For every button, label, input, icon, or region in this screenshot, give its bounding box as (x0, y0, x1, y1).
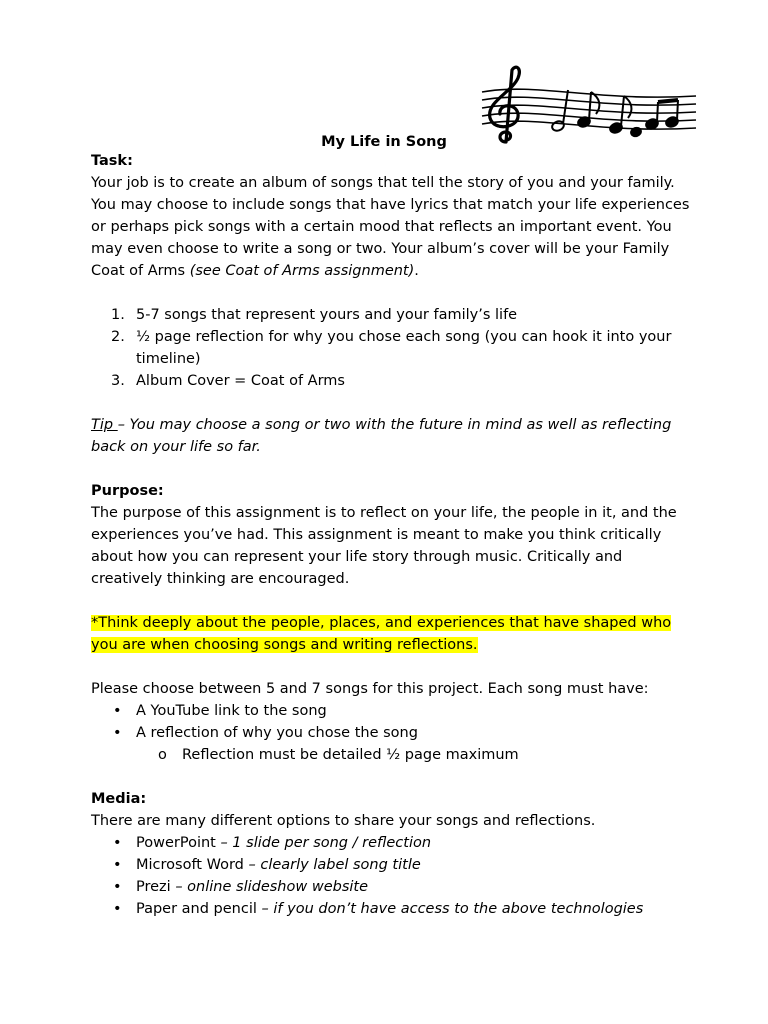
requirement-text: ½ page reflection for why you chose each song (you can hook it into your (136, 329, 672, 345)
bullet-icon: • (113, 901, 122, 917)
media-option (91, 854, 691, 876)
highlighted-text: *Think deeply about the people, places, and experiences that have shaped who (91, 615, 672, 631)
media-option-desc: – 1 slide per song / reflection (220, 835, 432, 851)
document-body (91, 150, 691, 920)
task-line-2: You may choose to include songs that have lyrics that match your life experiences (91, 197, 690, 213)
bullet-icon: • (113, 703, 122, 719)
media-option-name: PowerPoint (136, 835, 221, 851)
purpose-heading: Purpose: (91, 483, 164, 499)
tip-text: – You may choose a song or two with the future in mind as well as reflecting (117, 417, 672, 433)
media-option-name: Prezi (136, 879, 176, 895)
sub-list (91, 744, 691, 766)
task-line-4: may even choose to write a song or two. Your album’s cover will be your Family (91, 241, 670, 257)
bullet-icon: • (113, 725, 122, 741)
task-heading: Task: (91, 153, 133, 169)
requirement-item (91, 326, 691, 370)
purpose-line-2: experiences you’ve had. This assignment is meant to make you think critically (91, 527, 662, 543)
task-line-1: Your job is to create an album of songs that tell the story of you and your family. (91, 175, 675, 191)
bullet-icon: • (113, 879, 122, 895)
task-line-5 (91, 260, 691, 282)
coat-of-arms-reference: (see Coat of Arms assignment) (189, 263, 415, 279)
song-requirements-list (91, 700, 691, 744)
list-item-text: A YouTube link to the song (136, 703, 327, 719)
purpose-line-3: about how you can represent your life story through music. Critically and (91, 549, 623, 565)
list-item (91, 700, 691, 722)
highlight-line-2 (91, 634, 691, 656)
requirement-text-cont: timeline) (136, 351, 201, 367)
list-item-text: A reflection of why you chose the song (136, 725, 418, 741)
songs-intro: Please choose between 5 and 7 songs for this project. Each song must have: (91, 681, 649, 697)
purpose-line-4: creatively thinking are encouraged. (91, 571, 350, 587)
highlighted-text: you are when choosing songs and writing reflections. (91, 637, 478, 653)
task-line-3: or perhaps pick songs with a certain mood that reflects an important event. You (91, 219, 672, 235)
media-option (91, 898, 691, 920)
purpose-line-1: The purpose of this assignment is to reflect on your life, the people in it, and the (91, 505, 677, 521)
media-option-name: Microsoft Word (136, 857, 249, 873)
media-intro: There are many different options to share your songs and reflections. (91, 813, 596, 829)
requirements-list (91, 304, 691, 392)
media-heading: Media: (91, 791, 147, 807)
list-number: 1. (111, 307, 125, 323)
tip-line-1 (91, 414, 691, 436)
media-option-name: Paper and pencil (136, 901, 262, 917)
requirement-item (91, 304, 691, 326)
media-option-desc: – online slideshow website (175, 879, 369, 895)
list-number: 3. (111, 373, 125, 389)
requirement-item (91, 370, 691, 392)
sub-list-item (91, 744, 691, 766)
tip-label: Tip (91, 417, 118, 433)
tip-line-2: back on your life so far. (91, 439, 261, 455)
requirement-text: 5-7 songs that represent yours and your family’s life (136, 307, 518, 323)
document-title: My Life in Song (321, 134, 447, 150)
requirement-text: Album Cover = Coat of Arms (136, 373, 345, 389)
media-options-list (91, 832, 691, 920)
bullet-icon: • (113, 835, 122, 851)
sub-list-item-text: Reflection must be detailed ½ page maximum (182, 747, 519, 763)
list-number: 2. (111, 329, 125, 345)
bullet-icon: • (113, 857, 122, 873)
list-item (91, 722, 691, 744)
sub-bullet-icon: o (158, 747, 167, 763)
media-option-desc: – clearly label song title (248, 857, 421, 873)
media-option-desc: – if you don’t have access to the above technologies (261, 901, 644, 917)
media-option (91, 832, 691, 854)
task-line-5-end: . (414, 263, 419, 279)
media-option (91, 876, 691, 898)
task-line-5-start: Coat of Arms (91, 263, 190, 279)
highlight-line-1 (91, 612, 691, 634)
